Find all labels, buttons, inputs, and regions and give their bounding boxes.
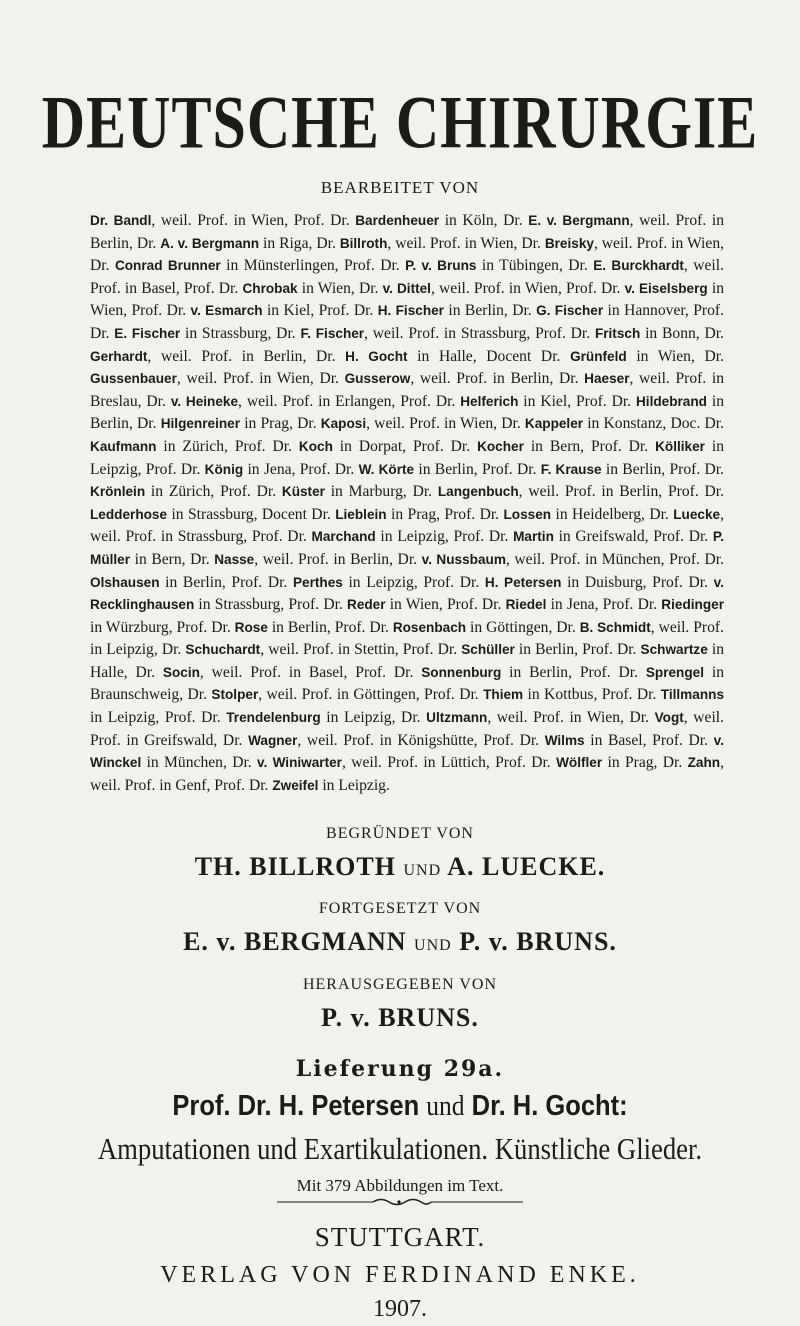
contributor-affiliation: in Strassburg, Dr. <box>180 324 301 342</box>
contributor-affiliation: in Zürich, Prof. Dr. <box>156 437 299 455</box>
work-authors-line <box>0 1090 800 1123</box>
contributor-name: F. Fischer <box>300 325 365 341</box>
publisher-name: VERLAG VON FERDINAND ENKE. <box>160 1262 640 1288</box>
contributor-affiliation: , weil. Prof. in Göttingen, Prof. Dr. <box>258 686 484 704</box>
contributor-affiliation: , weil. Prof. in Breslau, Dr. <box>90 370 724 410</box>
contributor-name: Fritsch <box>594 325 641 341</box>
contributor-name: Gusserow <box>344 371 411 387</box>
contributor-affiliation: in Leipzig, Dr. <box>320 709 427 727</box>
contributor-affiliation: , weil. Prof. in Genf, Prof. Dr. <box>90 754 724 794</box>
contributor-affiliation: in Prag, Prof. Dr. <box>386 505 504 523</box>
contributor-affiliation: in Dorpat, Prof. Dr. <box>332 437 478 455</box>
contributor-name: Zahn <box>687 755 721 771</box>
contributor-affiliation: , weil. Prof. in Wien, Dr. <box>366 415 525 433</box>
contributor-affiliation: , weil. Prof. in Leipzig, Dr. <box>90 618 724 659</box>
founders-und: UND <box>403 862 442 879</box>
contributor-name: Haeser <box>584 371 630 387</box>
contributor-affiliation: in Münsterlingen, Prof. Dr. <box>220 257 406 275</box>
editor-name: P. v. BRUNS. <box>321 1003 479 1032</box>
contributor-affiliation: , weil. Prof. in Basel, Prof. Dr. <box>199 663 422 681</box>
contributors-list <box>90 210 724 797</box>
contributor-name: B. Schmidt <box>579 619 651 635</box>
contributor-name: Martin <box>513 529 554 545</box>
contributor-affiliation: , weil. Prof. in Greifswald, Dr. <box>90 709 725 749</box>
contributor-affiliation: in Wien, Dr. <box>626 347 725 365</box>
contributor-affiliation: in Berlin, Prof. Dr. <box>414 460 541 478</box>
contributor-name: Rosenbach <box>392 619 467 635</box>
contributor-name: Dr. Bandl <box>90 213 152 228</box>
contributor-affiliation: in Leipzig. <box>318 776 390 794</box>
contributor-name: Zweifel <box>272 777 319 793</box>
contributor-name: v. Dittel <box>382 280 431 296</box>
publication-year: 1907. <box>373 1296 427 1322</box>
contributor-affiliation: in Berlin, Prof. Dr. <box>159 573 293 591</box>
contributor-name: Riedel <box>505 597 547 613</box>
contributor-affiliation: in München, Dr. <box>141 754 258 772</box>
contributor-name: Conrad Brunner <box>114 258 221 274</box>
contributor-name: P. v. Bruns <box>405 258 477 274</box>
contributor-name: Kappeler <box>524 416 584 432</box>
contributor-name: Luecke <box>673 506 721 522</box>
contributor-affiliation: in Berlin, Dr. <box>443 302 537 320</box>
contributor-affiliation: , weil. Prof. in Wien, Dr. <box>487 709 655 727</box>
contributor-name: Kocher <box>477 438 524 454</box>
contributor-name: Trendelenburg <box>226 710 321 726</box>
contributor-name: P. Müller <box>90 529 724 567</box>
contributor-name: v. Recklinghausen <box>90 574 724 613</box>
contributor-name: Hilgenreiner <box>160 416 241 432</box>
contributor-affiliation: , weil. Prof. in Berlin, Dr. <box>147 347 346 365</box>
contributor-affiliation: in Bern, Prof. Dr. <box>523 437 656 455</box>
contributor-name: Hildebrand <box>635 393 707 409</box>
contributor-affiliation: in Halle, Dr. <box>90 641 724 681</box>
contributor-affiliation: in Prag, Dr. <box>240 415 321 433</box>
contributor-name: Chrobak <box>242 280 298 296</box>
contributor-affiliation: in Jena, Prof. Dr. <box>243 460 359 478</box>
founded-label: BEGRÜNDET VON <box>326 825 474 842</box>
contributor-affiliation: in Berlin, Prof. Dr. <box>501 663 646 681</box>
contributor-name: H. Gocht <box>345 348 408 364</box>
contributor-name: E. Burckhardt <box>593 258 684 274</box>
contributor-name: Lieblein <box>335 506 387 522</box>
contributor-affiliation: in Göttingen, Dr. <box>466 618 580 636</box>
contributor-affiliation: in Marburg, Dr. <box>324 483 438 501</box>
contributor-name: Lossen <box>503 506 552 522</box>
contributor-affiliation: in Berlin, Prof. Dr. <box>267 618 393 636</box>
contributor-name: v. Winiwarter <box>257 755 342 771</box>
contributor-name: Ledderhose <box>90 506 168 522</box>
contributor-affiliation: in Konstanz, Doc. Dr. <box>583 415 725 433</box>
contributor-affiliation: in Bern, Dr. <box>130 550 215 568</box>
contributor-affiliation: in Strassburg, Prof. Dr. <box>194 596 347 614</box>
contributor-name: Wölfler <box>556 755 603 771</box>
contributor-name: Nasse <box>214 551 255 567</box>
contributor-affiliation: , weil. Prof. in Lüttich, Prof. Dr. <box>341 754 557 772</box>
contributor-name: Sonnenburg <box>421 664 502 680</box>
contributor-affiliation: in Duisburg, Prof. Dr. <box>561 573 714 591</box>
founder-luecke: A. LUECKE. <box>447 852 606 881</box>
contributor-name: Küster <box>281 484 325 500</box>
contributor-affiliation: in Köln, Dr. <box>439 212 529 229</box>
contributor-name: Olshausen <box>90 574 160 590</box>
contributor-name: König <box>204 461 244 477</box>
contributor-affiliation: in Würzburg, Prof. Dr. <box>90 618 235 636</box>
contributor-affiliation: in Leipzig, Prof. Dr. <box>90 709 227 727</box>
contributor-name: Kaposi <box>320 416 367 432</box>
contributor-name: Schüller <box>461 642 515 658</box>
contributor-affiliation: in Riga, Dr. <box>259 234 340 252</box>
contributor-affiliation: , weil. Prof. in Berlin, Dr. <box>410 370 585 388</box>
publisher-city: STUTTGART. <box>314 1222 486 1252</box>
contributor-affiliation: in Basel, Prof. Dr. <box>584 731 714 749</box>
contributor-name: v. Eiselsberg <box>624 280 708 296</box>
contributor-name: v. Nussbaum <box>421 551 506 567</box>
contributor-affiliation: in Leipzig, Prof. Dr. <box>375 528 514 546</box>
contributor-affiliation: in Berlin, Prof. Dr. <box>601 460 724 478</box>
continued-label: FORTGESETZT VON <box>318 900 482 917</box>
contributor-name: Thiem <box>483 687 524 703</box>
contributor-name: Schwartze <box>640 642 708 658</box>
contributor-name: Ultzmann <box>426 710 488 726</box>
contributor-name: H. Fischer <box>377 303 444 319</box>
contributor-affiliation: in Berlin, Prof. Dr. <box>514 641 641 659</box>
contributor-affiliation: , weil. Prof. in Stettin, Prof. Dr. <box>260 641 462 659</box>
contributor-affiliation: in Leipzig, Prof. Dr. <box>342 573 485 591</box>
subtitle: BEARBEITET VON <box>320 178 480 197</box>
contributor-name: Koch <box>298 438 333 454</box>
contributor-affiliation: in Leipzig, Prof. Dr. <box>90 437 724 478</box>
contributor-name: Socin <box>162 664 200 680</box>
contributor-affiliation: , weil. Prof. in Berlin, Prof. Dr. <box>518 483 724 501</box>
work-author-gocht: Dr. H. Gocht: <box>471 1090 628 1122</box>
contributor-affiliation: , weil. Prof. in Basel, Prof. Dr. <box>90 257 724 297</box>
contributor-name: Reder <box>347 597 386 613</box>
contributor-affiliation: in Halle, Docent Dr. <box>407 347 571 365</box>
contributor-name: Schuchardt <box>185 642 261 658</box>
work-title-line <box>0 1131 800 1167</box>
contributor-affiliation: , weil. Prof. in Wien, Prof. Dr. <box>151 212 356 229</box>
continuers-und: UND <box>414 937 452 954</box>
contributor-affiliation: in Wien, Dr. <box>297 279 383 297</box>
contributor-name: Billroth <box>339 235 388 251</box>
contributor-affiliation: , weil. Prof. in Wien, Dr. <box>387 234 545 252</box>
contributor-affiliation: in Zürich, Prof. Dr. <box>145 483 282 501</box>
contributor-affiliation: in Berlin, Dr. <box>90 392 725 433</box>
contributor-affiliation: , weil. Prof. in München, Prof. Dr. <box>505 550 724 568</box>
illustrations-note: Mit 379 Abbildungen im Text. <box>296 1176 504 1195</box>
contributor-name: Marchand <box>311 529 376 545</box>
contributor-affiliation: , weil. Prof. in Königshütte, Prof. Dr. <box>297 731 545 749</box>
contributor-affiliation: in Heidelberg, Dr. <box>551 505 674 523</box>
ornament-divider-icon <box>277 1196 523 1208</box>
contributor-name: Vogt <box>654 710 684 726</box>
work-authors-und: und <box>426 1090 465 1122</box>
contributor-name: Gerhardt <box>90 348 148 364</box>
contributor-affiliation: in Greifswald, Prof. Dr. <box>553 528 713 546</box>
contributor-affiliation: , weil. Prof. in Wien, Dr. <box>90 234 725 275</box>
contributor-name: Gussenbauer <box>90 371 177 387</box>
contributor-affiliation: , weil. Prof. in Berlin, Dr. <box>90 212 725 252</box>
editor-label: HERAUSGEGEBEN VON <box>302 976 498 993</box>
contributor-affiliation: in Bonn, Dr. <box>640 324 724 342</box>
contributor-name: Grünfeld <box>570 348 627 364</box>
contributor-affiliation: in Kottbus, Prof. Dr. <box>523 686 661 704</box>
contributor-affiliation: , weil. Prof. in Wien, Dr. <box>176 370 345 388</box>
contributor-name: Kaufmann <box>90 438 157 454</box>
contributor-affiliation: in Jena, Prof. Dr. <box>546 596 662 614</box>
contributor-affiliation: in Strassburg, Docent Dr. <box>167 505 336 523</box>
contributor-affiliation: , weil. Prof. in Strassburg, Prof. Dr. <box>364 324 595 342</box>
founders <box>0 852 800 882</box>
contributor-affiliation: , weil. Prof. in Berlin, Dr. <box>254 550 422 568</box>
contributor-name: Wilms <box>544 732 585 748</box>
contributor-name: Riedinger <box>661 597 724 613</box>
work-author-petersen: Prof. Dr. H. Petersen <box>172 1090 420 1122</box>
continuer-bruns: P. v. BRUNS. <box>459 927 617 956</box>
contributor-name: Rose <box>234 619 268 635</box>
contributor-affiliation: in Wien, Prof. Dr. <box>90 279 725 320</box>
contributor-affiliation: in Kiel, Prof. Dr. <box>518 392 636 410</box>
contributor-name: E. v. Bergmann <box>528 213 630 228</box>
contributor-affiliation: in Wien, Prof. Dr. <box>385 596 506 614</box>
contributor-affiliation: , weil. Prof. in Erlangen, Prof. Dr. <box>238 392 461 410</box>
contributor-name: G. Fischer <box>536 303 604 319</box>
contributor-name: Perthes <box>292 574 343 590</box>
contributor-name: F. Krause <box>540 461 602 477</box>
contributor-affiliation: in Braunschweig, Dr. <box>90 663 724 704</box>
contributor-name: v. Winckel <box>90 732 724 771</box>
contributor-name: Helferich <box>460 393 519 409</box>
contributor-name: Wagner <box>248 732 298 748</box>
contributor-affiliation: in Tübingen, Dr. <box>476 257 594 275</box>
work-title: Amputationen und Exartikulationen. Künstliche Glieder. <box>97 1131 703 1166</box>
contributor-name: Krönlein <box>90 484 146 500</box>
contributor-name: v. Heineke <box>170 393 239 409</box>
contributor-name: H. Petersen <box>484 574 562 590</box>
contributor-name: Bardenheuer <box>355 213 440 228</box>
contributor-affiliation: , weil. Prof. in Strassburg, Prof. Dr. <box>90 505 725 546</box>
contributor-name: Stolper <box>211 687 259 703</box>
contributor-name: Breisky <box>544 235 594 251</box>
continuers <box>0 927 800 957</box>
contributor-affiliation: in Kiel, Prof. Dr. <box>262 302 378 320</box>
lieferung-number: Lieferung 29a. <box>295 1056 505 1082</box>
contributor-name: E. Fischer <box>114 325 181 341</box>
continuer-bergmann: E. v. BERGMANN <box>183 927 407 956</box>
contributor-name: Sprengel <box>645 664 704 680</box>
founder-billroth: TH. BILLROTH <box>194 852 396 881</box>
contributor-name: Langenbuch <box>437 484 519 500</box>
contributor-name: v. Esmarch <box>190 303 263 319</box>
contributor-affiliation: , weil. Prof. in Wien, Prof. Dr. <box>430 279 625 297</box>
contributor-name: Kölliker <box>655 438 705 454</box>
contributor-name: Tillmanns <box>660 687 724 703</box>
series-title: DEUTSCHE CHIRURGIE <box>41 81 759 164</box>
contributor-name: W. Körte <box>358 461 415 477</box>
contributor-affiliation: in Hannover, Prof. Dr. <box>90 302 724 342</box>
contributor-name: A. v. Bergmann <box>160 235 260 251</box>
contributor-affiliation: in Prag, Dr. <box>602 754 688 772</box>
